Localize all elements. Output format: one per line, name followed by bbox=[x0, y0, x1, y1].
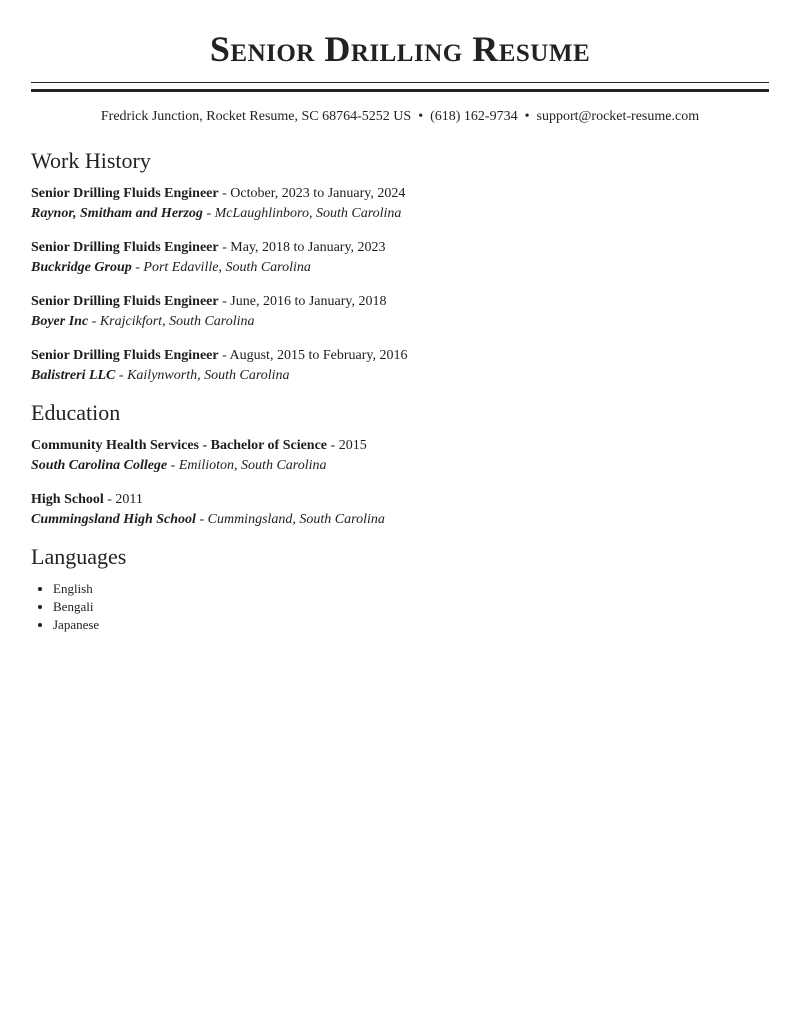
title-divider bbox=[31, 82, 769, 92]
contact-address: Fredrick Junction, Rocket Resume, SC 68764-5252 US bbox=[100, 109, 412, 124]
work-entry: Senior Drilling Fluids Engineer - October, 2023 to January, 2024 Raynor, Smitham and Herzog - McLaughlinboro, South Carolina bbox=[31, 186, 406, 221]
language-item: • English bbox=[53, 580, 769, 598]
work-entry: Senior Drilling Fluids Engineer - June, 2016 to January, 2018 Boyer Inc - Krajcikfort, South Carolina bbox=[31, 294, 387, 329]
job-title: Senior Drilling Fluids Engineer bbox=[31, 240, 219, 255]
contact-email: support@rocket-resume.com bbox=[536, 109, 700, 124]
contact-separator: • bbox=[524, 109, 530, 124]
company-name: Boyer Inc bbox=[31, 314, 89, 329]
company-location: Kailynworth, South Carolina bbox=[127, 368, 290, 383]
company-location: McLaughlinboro, South Carolina bbox=[214, 206, 402, 221]
work-history-heading: Work History bbox=[31, 148, 151, 173]
job-dates: June, 2016 to January, 2018 bbox=[230, 294, 387, 309]
company-location: Krajcikfort, South Carolina bbox=[99, 314, 255, 329]
education-entry: High School - 2011 Cummingsland High School - Cummingsland, South Carolina bbox=[31, 492, 385, 527]
job-dates: August, 2015 to February, 2016 bbox=[229, 348, 408, 363]
work-entry: Senior Drilling Fluids Engineer - August, 2015 to February, 2016 Balistreri LLC - Kailynworth, South Carolina bbox=[31, 348, 408, 383]
school-name: South Carolina College bbox=[31, 458, 168, 473]
school-location: Cummingsland, South Carolina bbox=[207, 512, 385, 527]
work-history-list bbox=[31, 184, 769, 386]
school-location: Emilioton, South Carolina bbox=[178, 458, 327, 473]
job-title: Senior Drilling Fluids Engineer bbox=[31, 294, 219, 309]
work-entry: Senior Drilling Fluids Engineer - May, 2018 to January, 2023 Buckridge Group - Port Edaville, South Carolina bbox=[31, 240, 386, 275]
graduation-year: 2011 bbox=[115, 492, 143, 507]
job-title: Senior Drilling Fluids Engineer bbox=[31, 186, 219, 201]
education-heading: Education bbox=[31, 400, 121, 425]
degree: High School bbox=[31, 492, 104, 507]
school-name: Cummingsland High School bbox=[31, 512, 196, 527]
company-name: Balistreri LLC bbox=[31, 368, 116, 383]
resume-page bbox=[31, 0, 769, 634]
degree: Community Health Services - Bachelor of Science bbox=[31, 438, 328, 453]
language-item: • Bengali bbox=[53, 598, 769, 616]
job-title: Senior Drilling Fluids Engineer bbox=[31, 348, 219, 363]
education-list bbox=[31, 436, 769, 530]
contact-phone: (618) 162-9734 bbox=[430, 109, 518, 124]
languages-heading: Languages bbox=[31, 544, 127, 569]
company-name: Buckridge Group bbox=[31, 260, 132, 275]
contact-line bbox=[31, 108, 769, 126]
language-item: • Japanese bbox=[53, 616, 769, 634]
resume-title: Senior Drilling Resume bbox=[209, 29, 591, 69]
job-dates: October, 2023 to January, 2024 bbox=[230, 186, 406, 201]
graduation-year: 2015 bbox=[338, 438, 367, 453]
company-name: Raynor, Smitham and Herzog bbox=[31, 206, 203, 221]
contact-separator: • bbox=[418, 109, 424, 124]
job-dates: May, 2018 to January, 2023 bbox=[230, 240, 386, 255]
education-entry: Community Health Services - Bachelor of Science - 2015 South Carolina College - Emilioton, South Carolina bbox=[31, 438, 367, 473]
languages-list bbox=[31, 580, 769, 634]
company-location: Port Edaville, South Carolina bbox=[143, 260, 311, 275]
